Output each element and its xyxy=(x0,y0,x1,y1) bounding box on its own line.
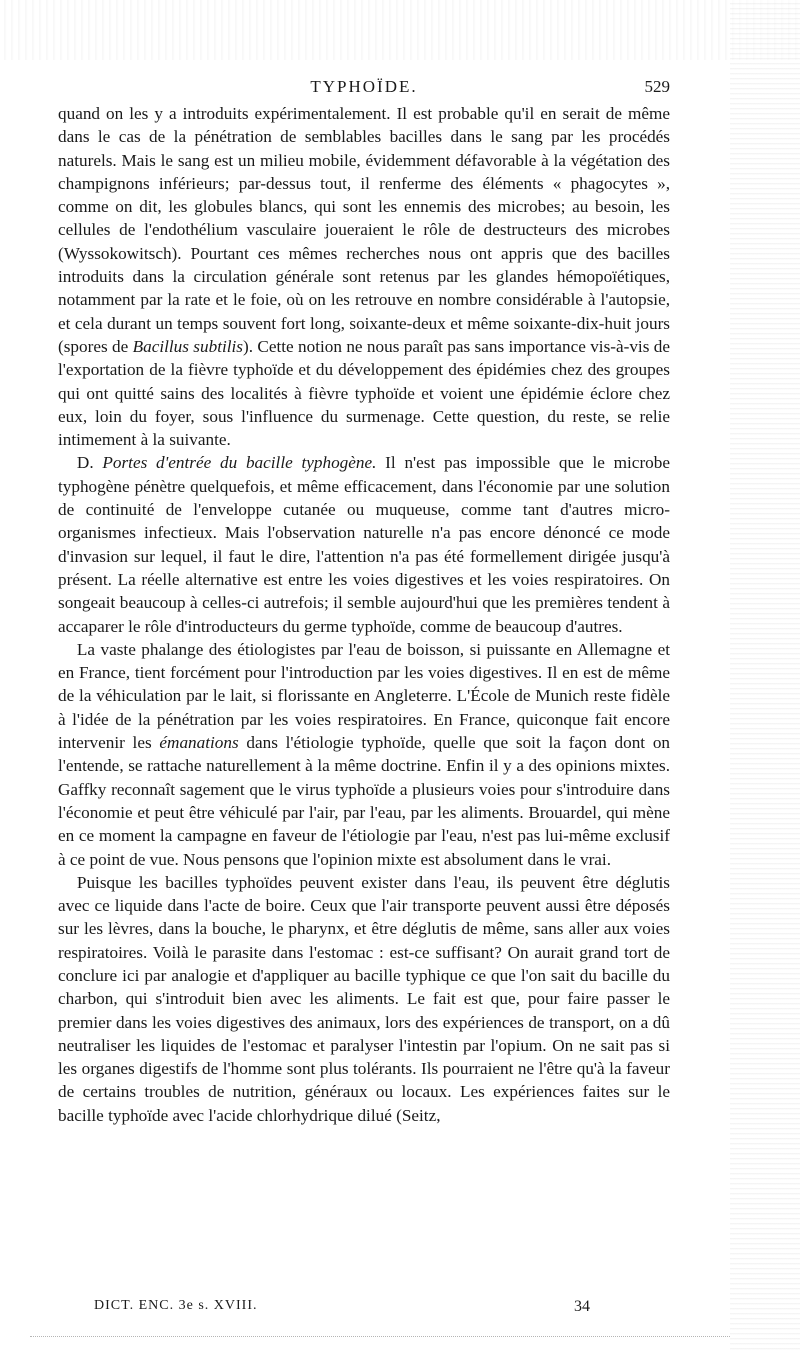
italic-text: Portes d'entrée du bacille typhogène. xyxy=(102,453,377,473)
text-segment: Puisque les bacilles typhoïdes peuvent exister dans l'eau, ils peuvent être déglutis avec ce liquide dans l'acte de boire. Ceux que l'air transporte peuvent aussi être déposés sur les lèvres, dans la bouche, le pharynx, et être déglutis de même, sans aller aux voies respiratoires. Voilà le parasite dans l'estomac : est-ce suffisant? On aurait grand tort de conclure ici par analogie et d'appliquer au bacille typhique ce que l'on sait du bacille du charbon, qui s'introduit bien avec les aliments. Le fait est que, pour faire passer le premier dans les voies digestives des animaux, lors des expériences de transport, on a dû neutraliser les liquides de l'estomac et paralyser l'intestin par l'opium. On ne sait pas si les organes digestifs de l'homme sont plus tolérants. Ils pourraient ne l'être qu'à la faveur de certains troubles de nutrition, généraux ou locaux. Les expériences faites sur le bacille typhoïde avec l'acide chlorhydrique dilué (Seitz, xyxy=(58,872,670,1125)
printer-signature: DICT. ENC. 3e s. XVIII. xyxy=(94,1298,258,1313)
page-header xyxy=(58,75,670,99)
scan-noise-right-margin xyxy=(730,0,800,1350)
scan-noise-top xyxy=(0,0,800,60)
paragraph xyxy=(58,102,670,451)
italic-text: émanations xyxy=(159,733,239,753)
page-number: 529 xyxy=(644,77,670,96)
italic-text: Bacillus subtilis xyxy=(132,336,243,356)
running-title: TYPHOÏDE. xyxy=(310,77,418,96)
paragraph xyxy=(58,638,670,871)
paragraph xyxy=(58,451,670,637)
text-segment: D. xyxy=(76,453,103,473)
text-segment: dans l'étiologie typhoïde, quelle que soit la façon dont on l'entende, se rattache naturellement à la même doctrine. Enfin il y a des opinions mixtes. Gaffky reconnaît sagement que le virus typhoïde a plusieurs voies pour s'introduire dans l'économie et peut être véhiculé par l'air, par l'eau, par les aliments. Brouardel, qui mène en ce moment la campagne en faveur de l'étiologie par l'eau, n'est pas lui-même exclusif à ce point de vue. Nous pensons que l'opinion mixte est absolument dans le vrai. xyxy=(58,733,671,869)
text-segment: La vaste phalange des étiologistes par l'eau de boisson, si puissante en Allemagne et en France, tient forcément pour l'introduction par les voies digestives. Il en est de même de la véhiculation par le lait, si florissante en Angleterre. L'École de Munich reste fidèle à l'idée de la pénétration par les voies respiratoires. En France, quiconque fait encore intervenir les xyxy=(58,639,670,753)
text-segment: ). Cette notion ne nous paraît pas sans importance vis-à-vis de l'exportation de la fièvre typhoïde et du développement des épidémies chez des groupes qui ont quitté sains des localités à fièvre typhoïde et voient une épidémie éclore chez eux, loin du foyer, sous l'influence du surmenage. Cette question, du reste, se relie intimement à la suivante. xyxy=(58,336,670,450)
page-footer xyxy=(58,1298,670,1320)
text-segment: Il n'est pas impossible que le microbe typhogène pénètre quelquefois, et même efficacement, dans l'économie par une solution de continuité de l'enveloppe cutanée ou muqueuse, comme tant d'autres micro-organismes infectieux. Mais l'observation naturelle n'a pas encore dénoncé ce mode d'invasion sur lequel, il faut le dire, l'attention n'a pas été formellement dirigée jusqu'à présent. La réelle alternative est entre les voies digestives et les voies respiratoires. On songeait beaucoup à celles-ci autrefois; il semble aujourd'hui que les premières tendent à accaparer le rôle d'introducteurs du germe typhoïde, comme de beaucoup d'autres. xyxy=(58,453,670,636)
text-segment: quand on les y a introduits expérimentalement. Il est probable qu'il en serait de même dans le cas de la pénétration de semblables bacilles dans le sang par les procédés naturels. Mais le sang est un milieu mobile, évidemment défavorable à la végétation des champignons inférieurs; par-dessus tout, il renferme des éléments « phagocytes », comme on dit, les globules blancs, qui sont les ennemis des microbes; au besoin, les cellules de l'endothélium vasculaire joueraient le rôle de destructeurs des microbes (Wyssokowitsch). Pourtant ces mêmes recherches nous ont appris que des bacilles introduits dans la circulation générale sont retenus par les glandes hémopoïétiques, notamment par la rate et le foie, où on les retrouve en nombre considérable à l'autopsie, et cela durant un temps souvent fort long, soixante-deux et même soixante-dix-huit jours (spores de xyxy=(58,104,670,356)
paragraph xyxy=(58,871,670,1127)
signature-number: 34 xyxy=(574,1298,590,1315)
body-text xyxy=(58,102,670,1127)
scan-noise-bottom xyxy=(30,1336,730,1339)
